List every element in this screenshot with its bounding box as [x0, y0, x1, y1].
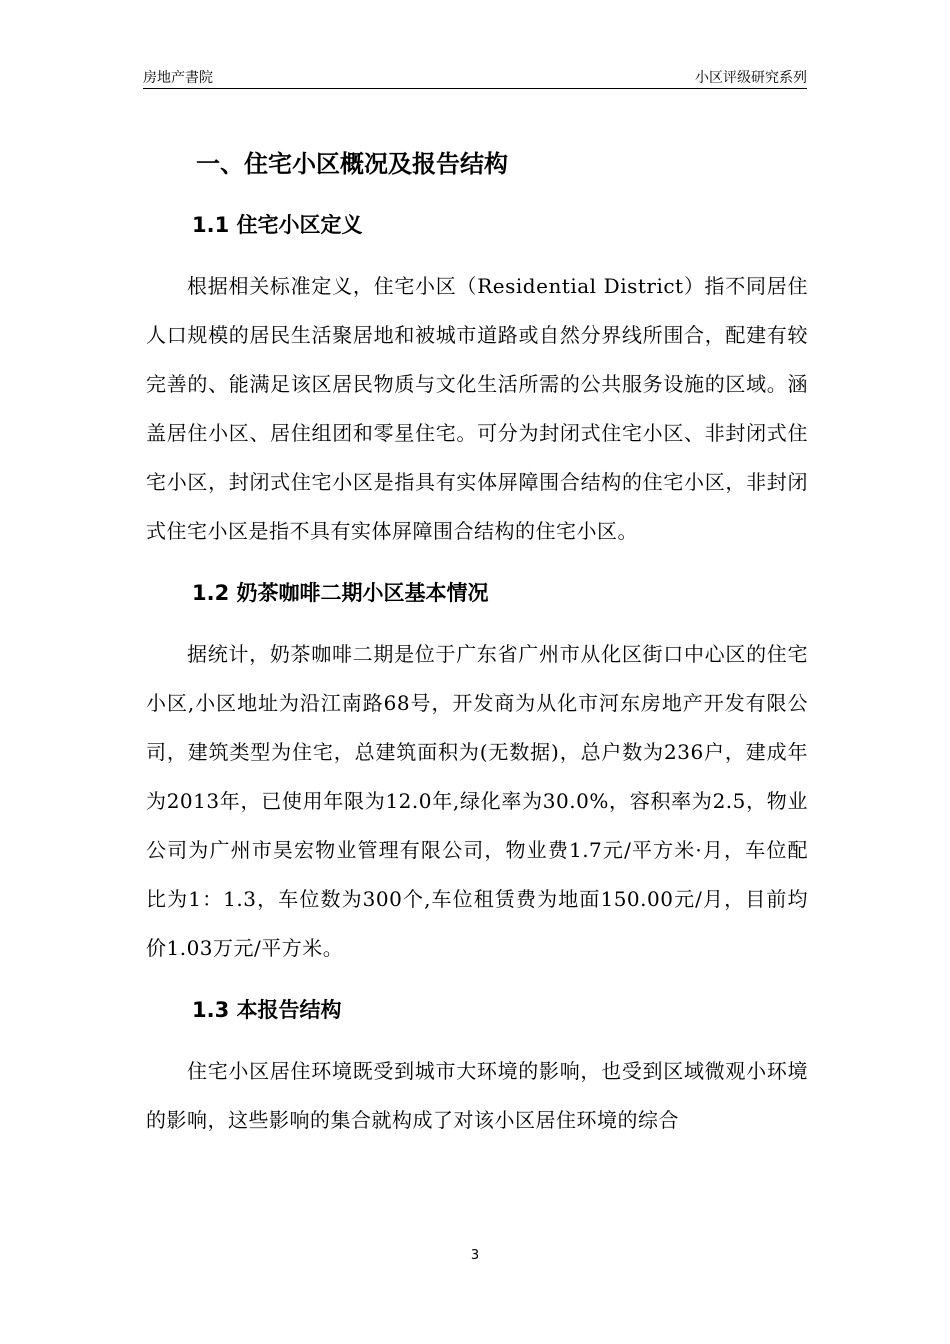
- section-paragraph-1-2: 据统计，奶茶咖啡二期是位于广东省广州市从化区街口中心区的住宅小区,小区地址为沿江南路68号，开发商为从化市河东房地产开发有限公司，建筑类型为住宅，总建筑面积为(无数据)，总户数为236户，建成年为2013年，已使用年限为12.0年,绿化率为30.0%，容积率为2.5，物业公司为广州市昊宏物业管理有限公司，物业费1.7元/平方米·月，车位配比为1：1.3，车位数为300个,车位租赁费为地面150.00元/月，目前均价1.03万元/平方米。: [146, 642, 808, 960]
- section-paragraph-1-1: 根据相关标准定义，住宅小区（Residential District）指不同居住人口规模的居民生活聚居地和被城市道路或自然分界线所围合，配建有较完善的、能满足该区居民物质与文化生活所需的公共服务设施的区域。涵盖居住小区、居住组团和零星住宅。可分为封闭式住宅小区、非封闭式住宅小区，封闭式住宅小区是指具有实体屏障围合结构的住宅小区，非封闭式住宅小区是指不具有实体屏障围合结构的住宅小区。: [146, 274, 808, 543]
- chapter-title: 一、住宅小区概况及报告结构: [196, 150, 508, 178]
- section-heading-1-3: 1.3 本报告结构: [192, 998, 342, 1022]
- header-right-text: 小区评级研究系列: [695, 70, 807, 86]
- section-paragraph-1-3: 住宅小区居住环境既受到城市大环境的影响，也受到区域微观小环境的影响，这些影响的集合就构成了对该小区居住环境的综合: [146, 1059, 808, 1132]
- section-heading-1-1: 1.1 住宅小区定义: [192, 213, 363, 237]
- section-heading-1-2: 1.2 奶茶咖啡二期小区基本情况: [192, 581, 489, 605]
- page-header: [143, 64, 807, 89]
- header-left-text: 房地产書院: [143, 70, 213, 86]
- page-number: 3: [470, 1248, 480, 1263]
- document-body: [146, 140, 808, 1145]
